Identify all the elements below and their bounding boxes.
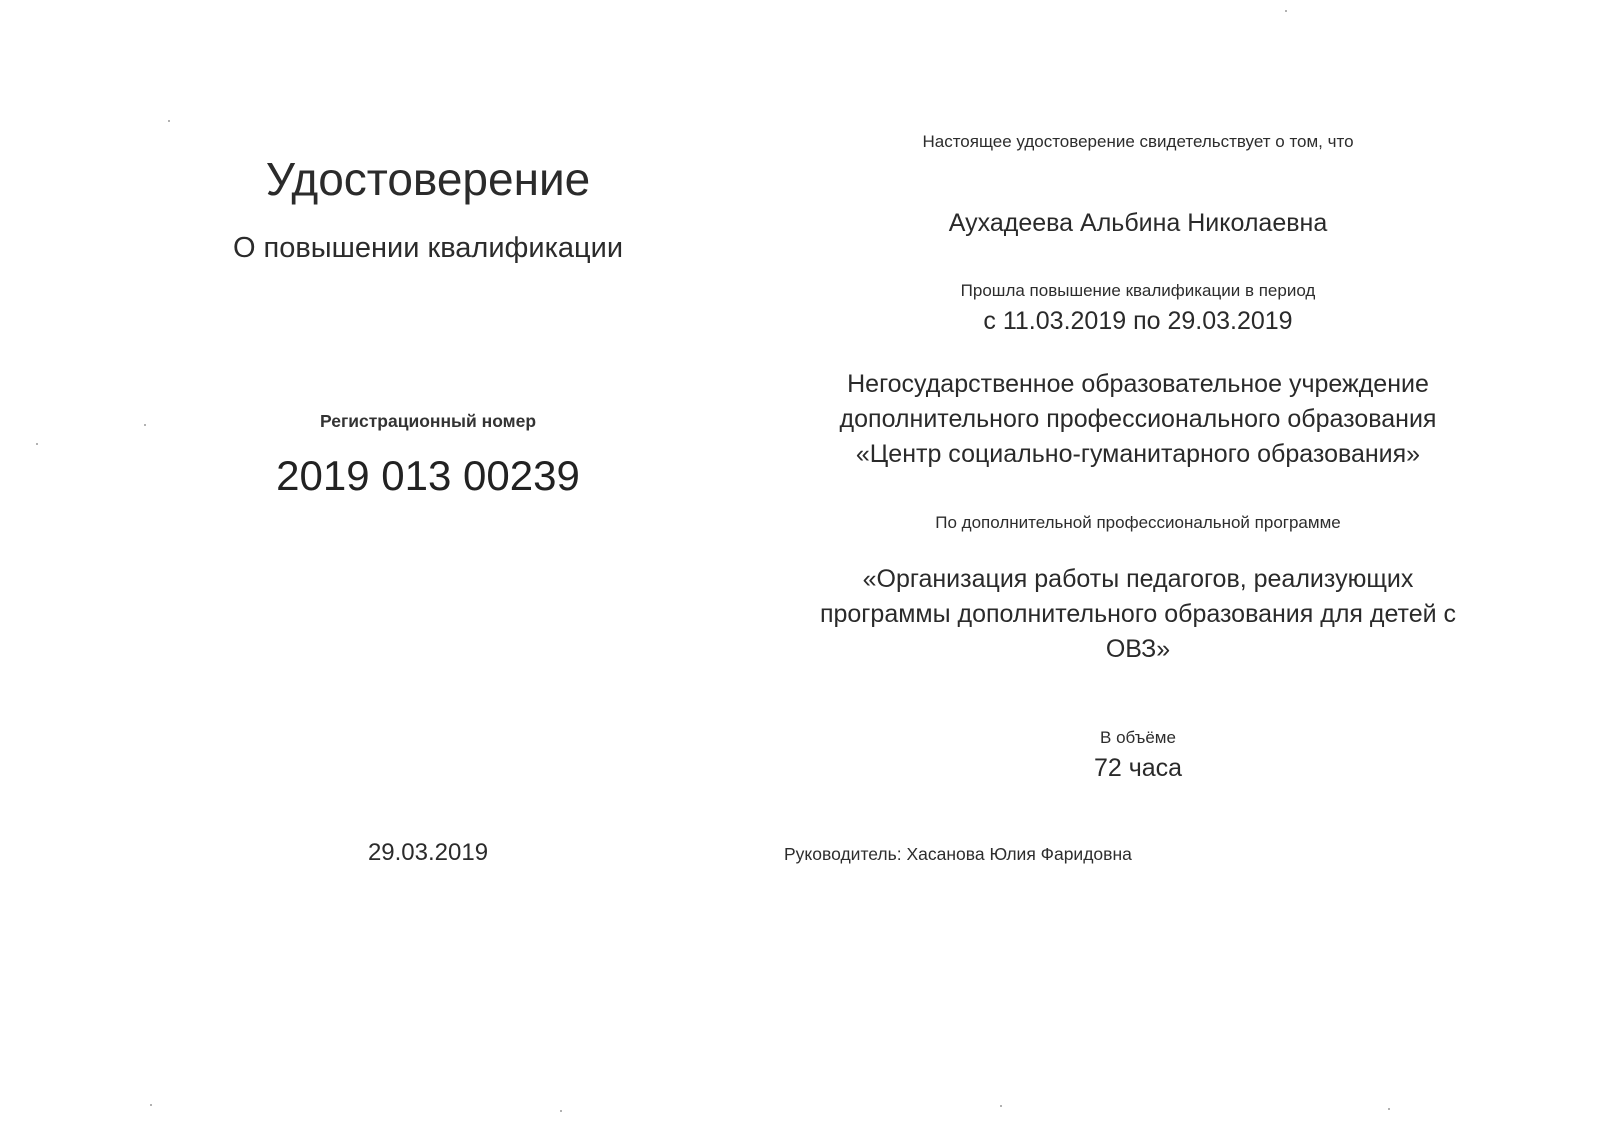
registration-label: Регистрационный номер [319,411,537,431]
issue-date: 29.03.2019 [367,839,489,866]
institution-name [840,367,1437,472]
program-line: ОВЗ» [1105,635,1171,663]
scan-speck [36,443,38,445]
institution-line: «Центр социально-гуманитарного образования» [855,440,1421,468]
director-line: Руководитель: Хасанова Юлия Фаридовна [784,844,1132,864]
program-line: программы дополнительного образования для детей с [819,600,1457,628]
scan-speck [1000,1105,1002,1107]
scan-speck [144,424,146,426]
scan-speck [168,120,170,122]
institution-line: дополнительного профессионального образования [839,405,1437,433]
volume-hours: 72 часа [1093,754,1183,782]
institution-line: Негосударственное образовательное учреждение [847,370,1429,398]
program-label: По дополнительной профессиональной программе [935,513,1341,532]
period-label: Прошла повышение квалификации в период [960,281,1316,300]
scan-speck [1285,10,1287,12]
intro-text: Настоящее удостоверение свидетельствует о том, что [922,132,1354,151]
certificate-subtitle: О повышении квалификации [232,232,624,264]
period-dates: с 11.03.2019 по 29.03.2019 [983,307,1293,335]
person-name: Аухадеева Альбина Николаевна [948,209,1328,237]
scan-speck [560,1110,562,1112]
volume-label: В объёме [1100,728,1176,747]
scan-speck [1388,1108,1390,1110]
program-line: «Организация работы педагогов, реализующих [862,565,1414,593]
certificate-title: Удостоверение [265,153,591,205]
program-name [820,562,1456,667]
registration-number: 2019 013 00239 [276,452,580,499]
scan-speck [150,1104,152,1106]
